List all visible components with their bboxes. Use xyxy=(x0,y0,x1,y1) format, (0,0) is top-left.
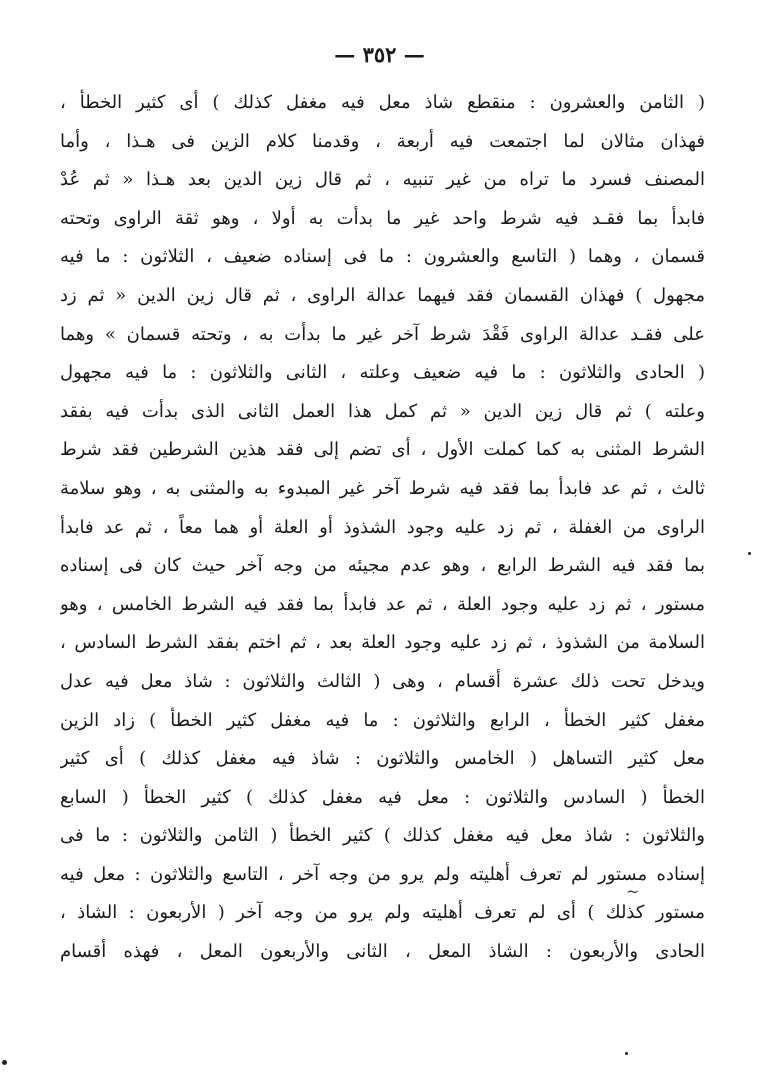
margin-mark: ~ xyxy=(626,882,640,901)
text-line: إسناده مستور لم تعرف أهليته ولم يرو من وجه آخر ، التاسع والثلاثون : معل فيه xyxy=(60,863,705,885)
scan-speck xyxy=(748,552,751,555)
scan-speck xyxy=(2,1060,7,1065)
text-line: السلامة من الشذوذ ، ثم زد عليه وجود العلة بعد ، ثم اختم بفقد الشرط السادس ، xyxy=(60,632,705,654)
text-line: ثالث ، ثم عد فابدأ بما فقد فيه شرط آخر غير المبدوء به والمثنى به ، وهو سلامة xyxy=(60,477,705,499)
text-line: مستور ، ثم زد عليه وجود العلة ، ثم عد فابدأ بما فقد فيه الشرط الخامس ، وهو xyxy=(60,593,705,615)
text-line: الخطأ ( السادس والثلاثون : معل فيه مغفل كذلك ) كثير الخطأ ( السابع xyxy=(60,786,705,808)
text-line: وعلته ) ثم قال زين الدين « ثم كمل هذا العمل الثانى الذى بدأت فيه بفقد xyxy=(60,400,705,422)
page-number: — ٣٥٢ — xyxy=(334,42,425,67)
text-line: ( الثامن والعشرون : منقطع شاذ معل فيه مغفل كذلك ) أى كثير الخطأ ، xyxy=(60,92,705,113)
body-text xyxy=(60,84,705,972)
text-line: على فقـد عدالة الراوى فَقْدَ شرط آخر غير ما بدأت به ، وتحته قسمان » وهما xyxy=(60,323,705,345)
scan-speck xyxy=(625,1052,628,1055)
text-line: قسمان ، وهما ( التاسع والعشرون : ما فى إسناده ضعيف ، الثلاثون : ما فيه xyxy=(60,246,705,268)
text-line: ( الحادى والثلاثون : ما فيه ضعيف وعلته ، الثانى والثلاثون : ما فيه مجهول xyxy=(60,362,705,384)
text-line: فهذان مثالان لما اجتمعت فيه أربعة ، وقدمنا كلام الزين فى هـذا ، وأما xyxy=(60,130,705,152)
text-line: مستور كذلك ) أى لم تعرف أهليته ولم يرو من وجه آخر ( الأربعون : الشاذ ، xyxy=(60,902,705,924)
text-line: فابدأ بما فقـد فيه شرط واحد غير ما بدأت به أولا ، وهو ثقة الراوى وتحته xyxy=(60,207,705,229)
text-line: المصنف فسرد ما تراه من غير تنبيه ، ثم قال زين الدين بعد هـذا « ثم عُدْ xyxy=(60,169,705,191)
text-line: الشرط المثنى به كما كملت الأول ، أى تضم إلى فقد هذين الشرطين فقد شرط xyxy=(60,439,705,461)
text-line: بما فقد فيه الشرط الرابع ، وهو عدم مجيئه من وجه آخر حيث كان فى إسناده xyxy=(60,555,705,577)
text-line: الراوى من الغفلة ، ثم زد عليه وجود الشذوذ أو العلة أو هما معاً ، ثم عد فابدأ xyxy=(60,516,705,538)
text-line: الحادى والأربعون : الشاذ المعل ، الثانى والأربعون المعل ، فهذه أقسام xyxy=(60,941,705,963)
text-line: مجهول ) فهذان القسمان فقد فيهما عدالة الراوى ، ثم قال زين الدين « ثم زد xyxy=(60,284,705,306)
text-line: والثلاثون : شاذ معل فيه مغفل كذلك ) كثير الخطأ ( الثامن والثلاثون : ما فى xyxy=(60,825,705,847)
text-line: معل كثير التساهل ( الخامس والثلاثون : شاذ فيه مغفل كذلك ) أى كثير xyxy=(60,748,705,770)
text-line: ويدخل تحت ذلك عشرة أقسام ، وهى ( الثالث والثلاثون : شاذ معل فيه عدل xyxy=(60,670,705,692)
text-line: مغفل كثير الخطأ ، الرابع والثلاثون : ما فيه مغفل كثير الخطأ ) زاد الزين xyxy=(60,709,705,731)
